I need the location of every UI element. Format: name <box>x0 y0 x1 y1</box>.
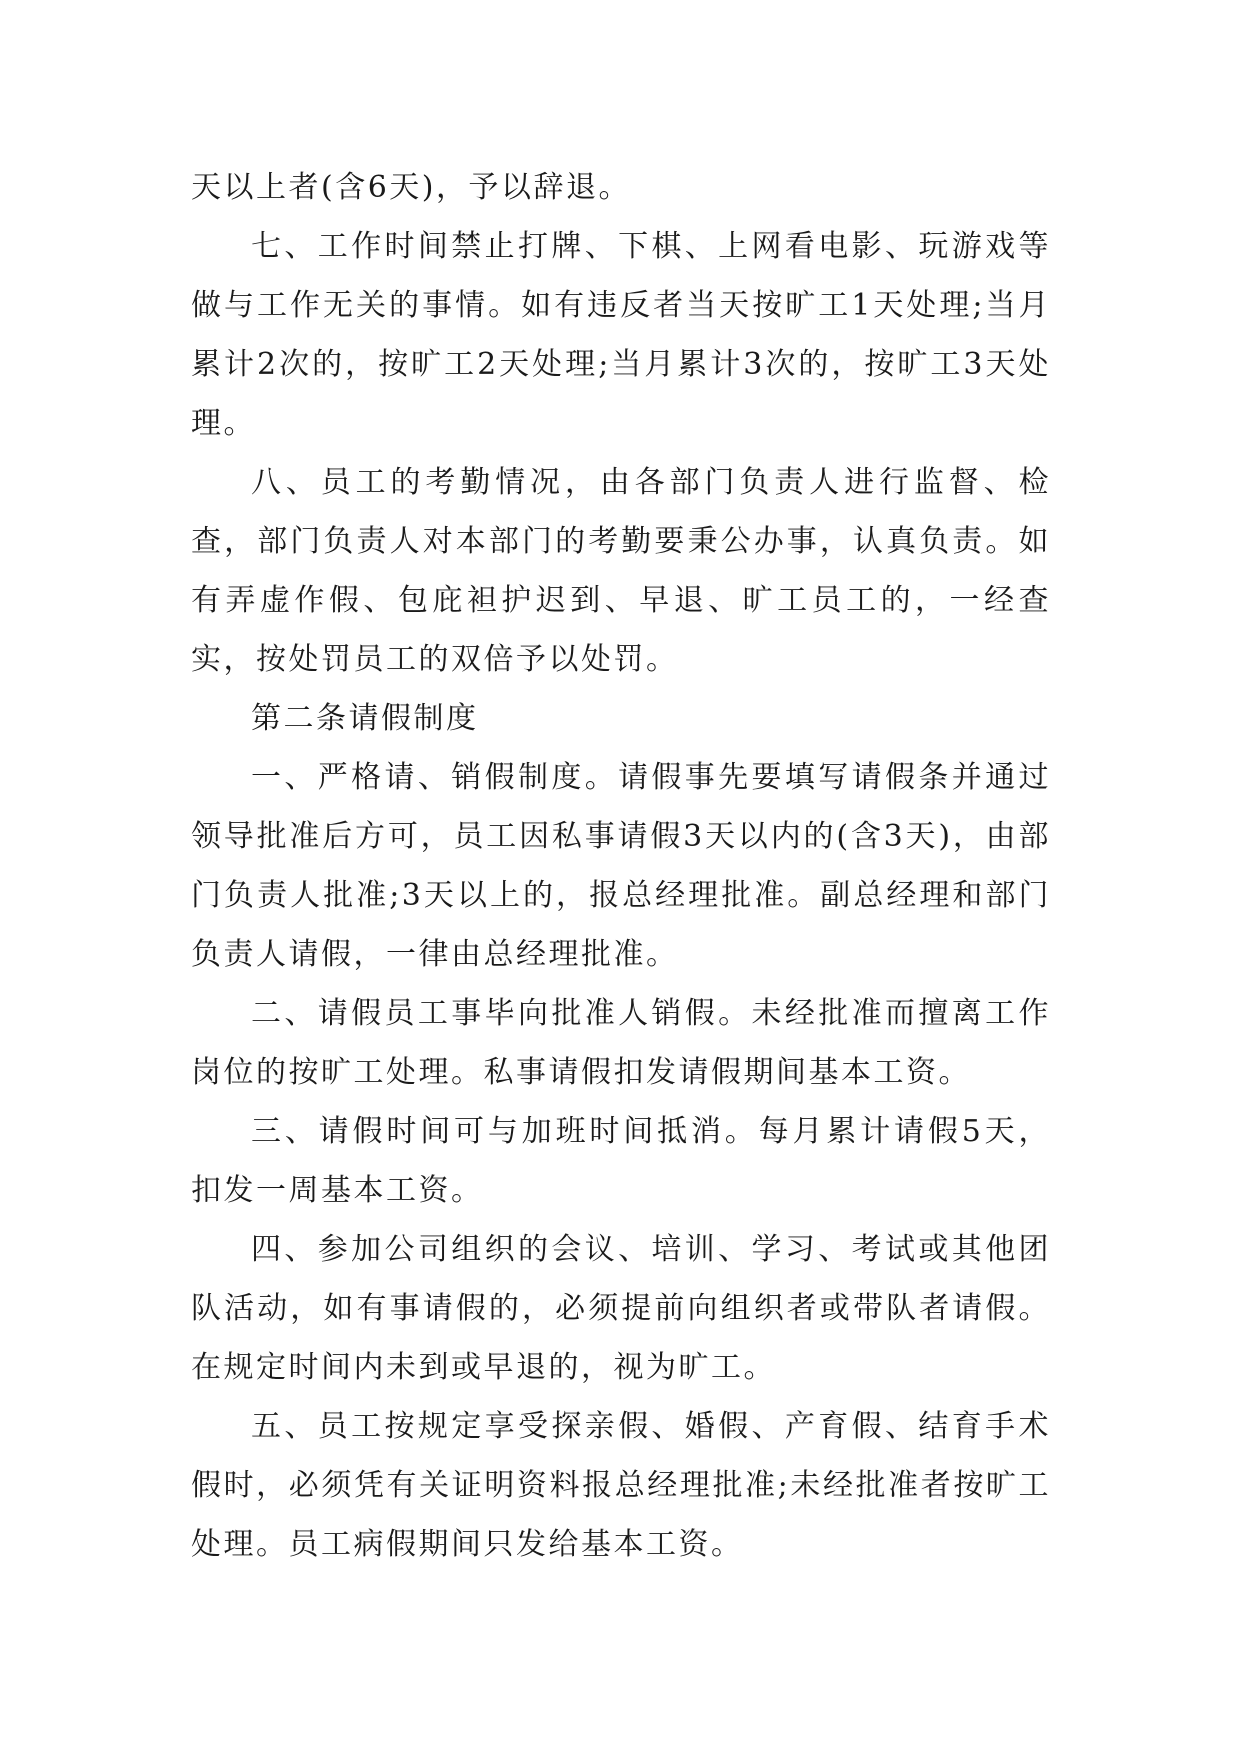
paragraph-leave-1: 一、严格请、销假制度。请假事先要填写请假条并通过领导批准后方可，员工因私事请假3天以内的(含3天)，由部门负责人批准;3天以上的，报总经理批准。副总经理和部门负责人请假，一律由总经理批准。 <box>191 760 1051 972</box>
paragraph-item-7: 七、工作时间禁止打牌、下棋、上网看电影、玩游戏等做与工作无关的事情。如有违反者当天按旷工1天处理;当月累计2次的，按旷工2天处理;当月累计3次的，按旷工3天处理。 <box>191 229 1051 441</box>
paragraph-leave-3: 三、请假时间可与加班时间抵消。每月累计请假5天，扣发一周基本工资。 <box>191 1114 1051 1208</box>
paragraph-leave-4: 四、参加公司组织的会议、培训、学习、考试或其他团队活动，如有事请假的，必须提前向组织者或带队者请假。在规定时间内未到或早退的，视为旷工。 <box>191 1232 1051 1385</box>
paragraph-item-8: 八、员工的考勤情况，由各部门负责人进行监督、检查，部门负责人对本部门的考勤要秉公办事，认真负责。如有弄虚作假、包庇袒护迟到、早退、旷工员工的，一经查实，按处罚员工的双倍予以处罚。 <box>191 465 1051 677</box>
document-body <box>191 158 1051 1574</box>
paragraph-leave-2: 二、请假员工事毕向批准人销假。未经批准而擅离工作岗位的按旷工处理。私事请假扣发请假期间基本工资。 <box>191 996 1051 1090</box>
paragraph-continuation: 天以上者(含6天)，予以辞退。 <box>191 170 631 205</box>
section-heading-leave-policy: 第二条请假制度 <box>251 701 479 736</box>
paragraph-leave-5: 五、员工按规定享受探亲假、婚假、产育假、结育手术假时，必须凭有关证明资料报总经理批准;未经批准者按旷工处理。员工病假期间只发给基本工资。 <box>191 1409 1051 1562</box>
